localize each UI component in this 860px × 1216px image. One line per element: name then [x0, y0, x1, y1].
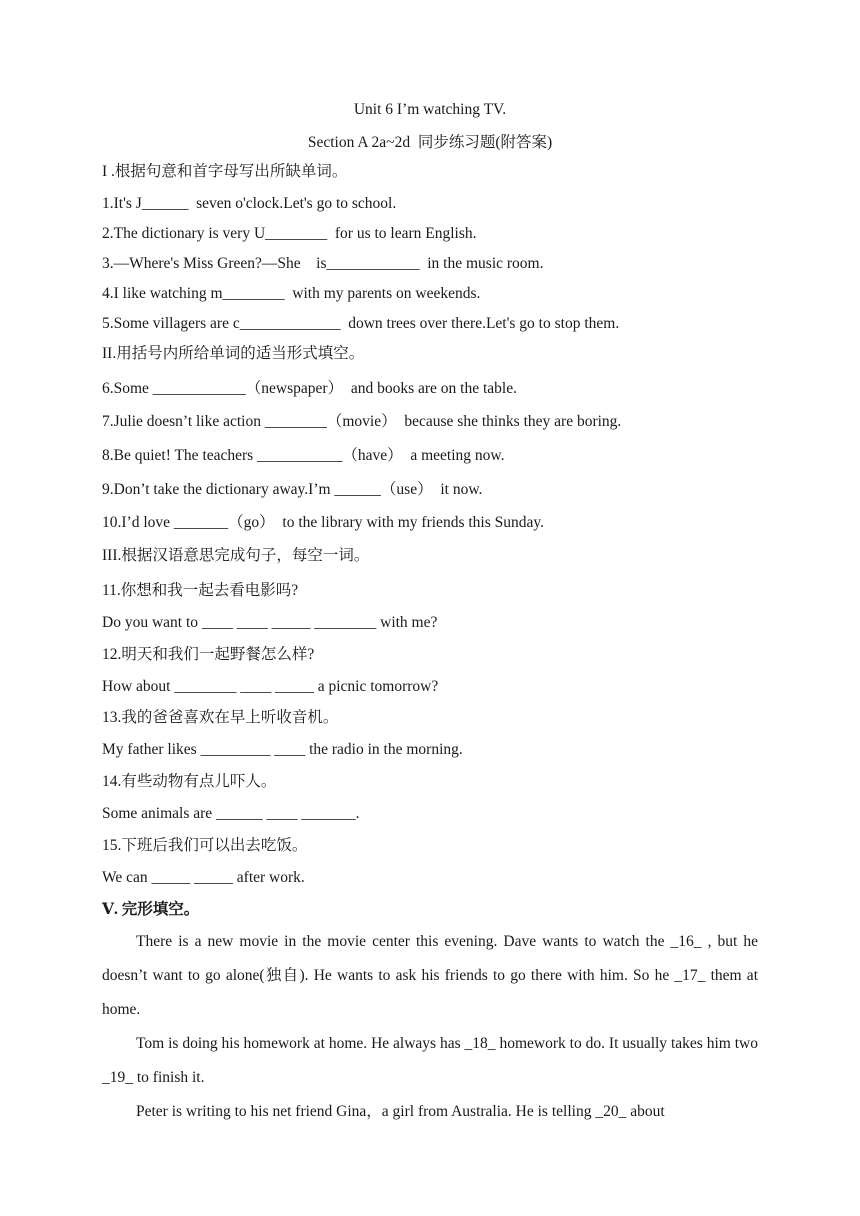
section-3-heading: III.根据汉语意思完成句子，每空一词。 [102, 547, 370, 564]
question-3: 3.—Where's Miss Green?—She is____________ in the music room. [102, 255, 544, 272]
question-10: 10.I’d love _______（go） to the library with my friends this Sunday. [102, 514, 544, 531]
question-14-english: Some animals are ______ ____ _______. [102, 805, 360, 822]
question-12-chinese: 12.明天和我们一起野餐怎么样? [102, 646, 315, 663]
question-2: 2.The dictionary is very U________ for us to learn English. [102, 225, 477, 242]
question-5: 5.Some villagers are c_____________ down trees over there.Let's go to stop them. [102, 315, 620, 332]
doc-subtitle: Section A 2a~2d 同步练习题(附答案) [307, 134, 553, 151]
question-15-english: We can _____ _____ after work. [102, 869, 305, 886]
section-1-heading: I .根据句意和首字母写出所缺单词。 [102, 163, 348, 180]
question-13-chinese: 13.我的爸爸喜欢在早上听收音机。 [102, 709, 339, 726]
cloze-paragraph-2 [102, 1027, 758, 1095]
question-11-english: Do you want to ____ ____ _____ ________ with me? [102, 614, 438, 631]
section-2-heading: II.用括号内所给单词的适当形式填空。 [102, 345, 365, 362]
question-7: 7.Julie doesn’t like action ________（movie） because she thinks they are boring. [102, 413, 622, 430]
question-8: 8.Be quiet! The teachers ___________（have） a meeting now. [102, 447, 505, 464]
question-9: 9.Don’t take the dictionary away.I’m ______（use） it now. [102, 481, 483, 498]
question-11-chinese: 11.你想和我一起去看电影吗? [102, 582, 299, 599]
question-15-chinese: 15.下班后我们可以出去吃饭。 [102, 837, 308, 854]
question-6: 6.Some ____________（newspaper） and books are on the table. [102, 380, 517, 397]
doc-title: Unit 6 I’m watching TV. [353, 101, 507, 118]
question-1: 1.It's J______ seven o'clock.Let's go to school. [102, 195, 397, 212]
question-4: 4.I like watching m________ with my parents on weekends. [102, 285, 481, 302]
question-14-chinese: 14.有些动物有点儿吓人。 [102, 773, 277, 790]
section-5-heading: Ⅴ. 完形填空。 [102, 901, 200, 918]
cloze-paragraph-1 [102, 925, 758, 1027]
cloze-paragraph-3-text: Peter is writing to his net friend Gina，a girl from Australia. He is telling _20_ about [136, 1103, 665, 1120]
question-13-english: My father likes _________ ____ the radio in the morning. [102, 741, 463, 758]
cloze-paragraph-3 [102, 1095, 758, 1129]
cloze-paragraph-2-text: Tom is doing his homework at home. He always has _18_ homework to do. It usually takes him two _19_ to finish it. [102, 1035, 758, 1086]
cloze-paragraph-1-text: There is a new movie in the movie center this evening. Dave wants to watch the _16_ , but he doesn’t want to go alone(独自). He wants to ask his friends to go there with him. So he _17_ them at home. [102, 933, 758, 1018]
question-12-english: How about ________ ____ _____ a picnic tomorrow? [102, 678, 439, 695]
